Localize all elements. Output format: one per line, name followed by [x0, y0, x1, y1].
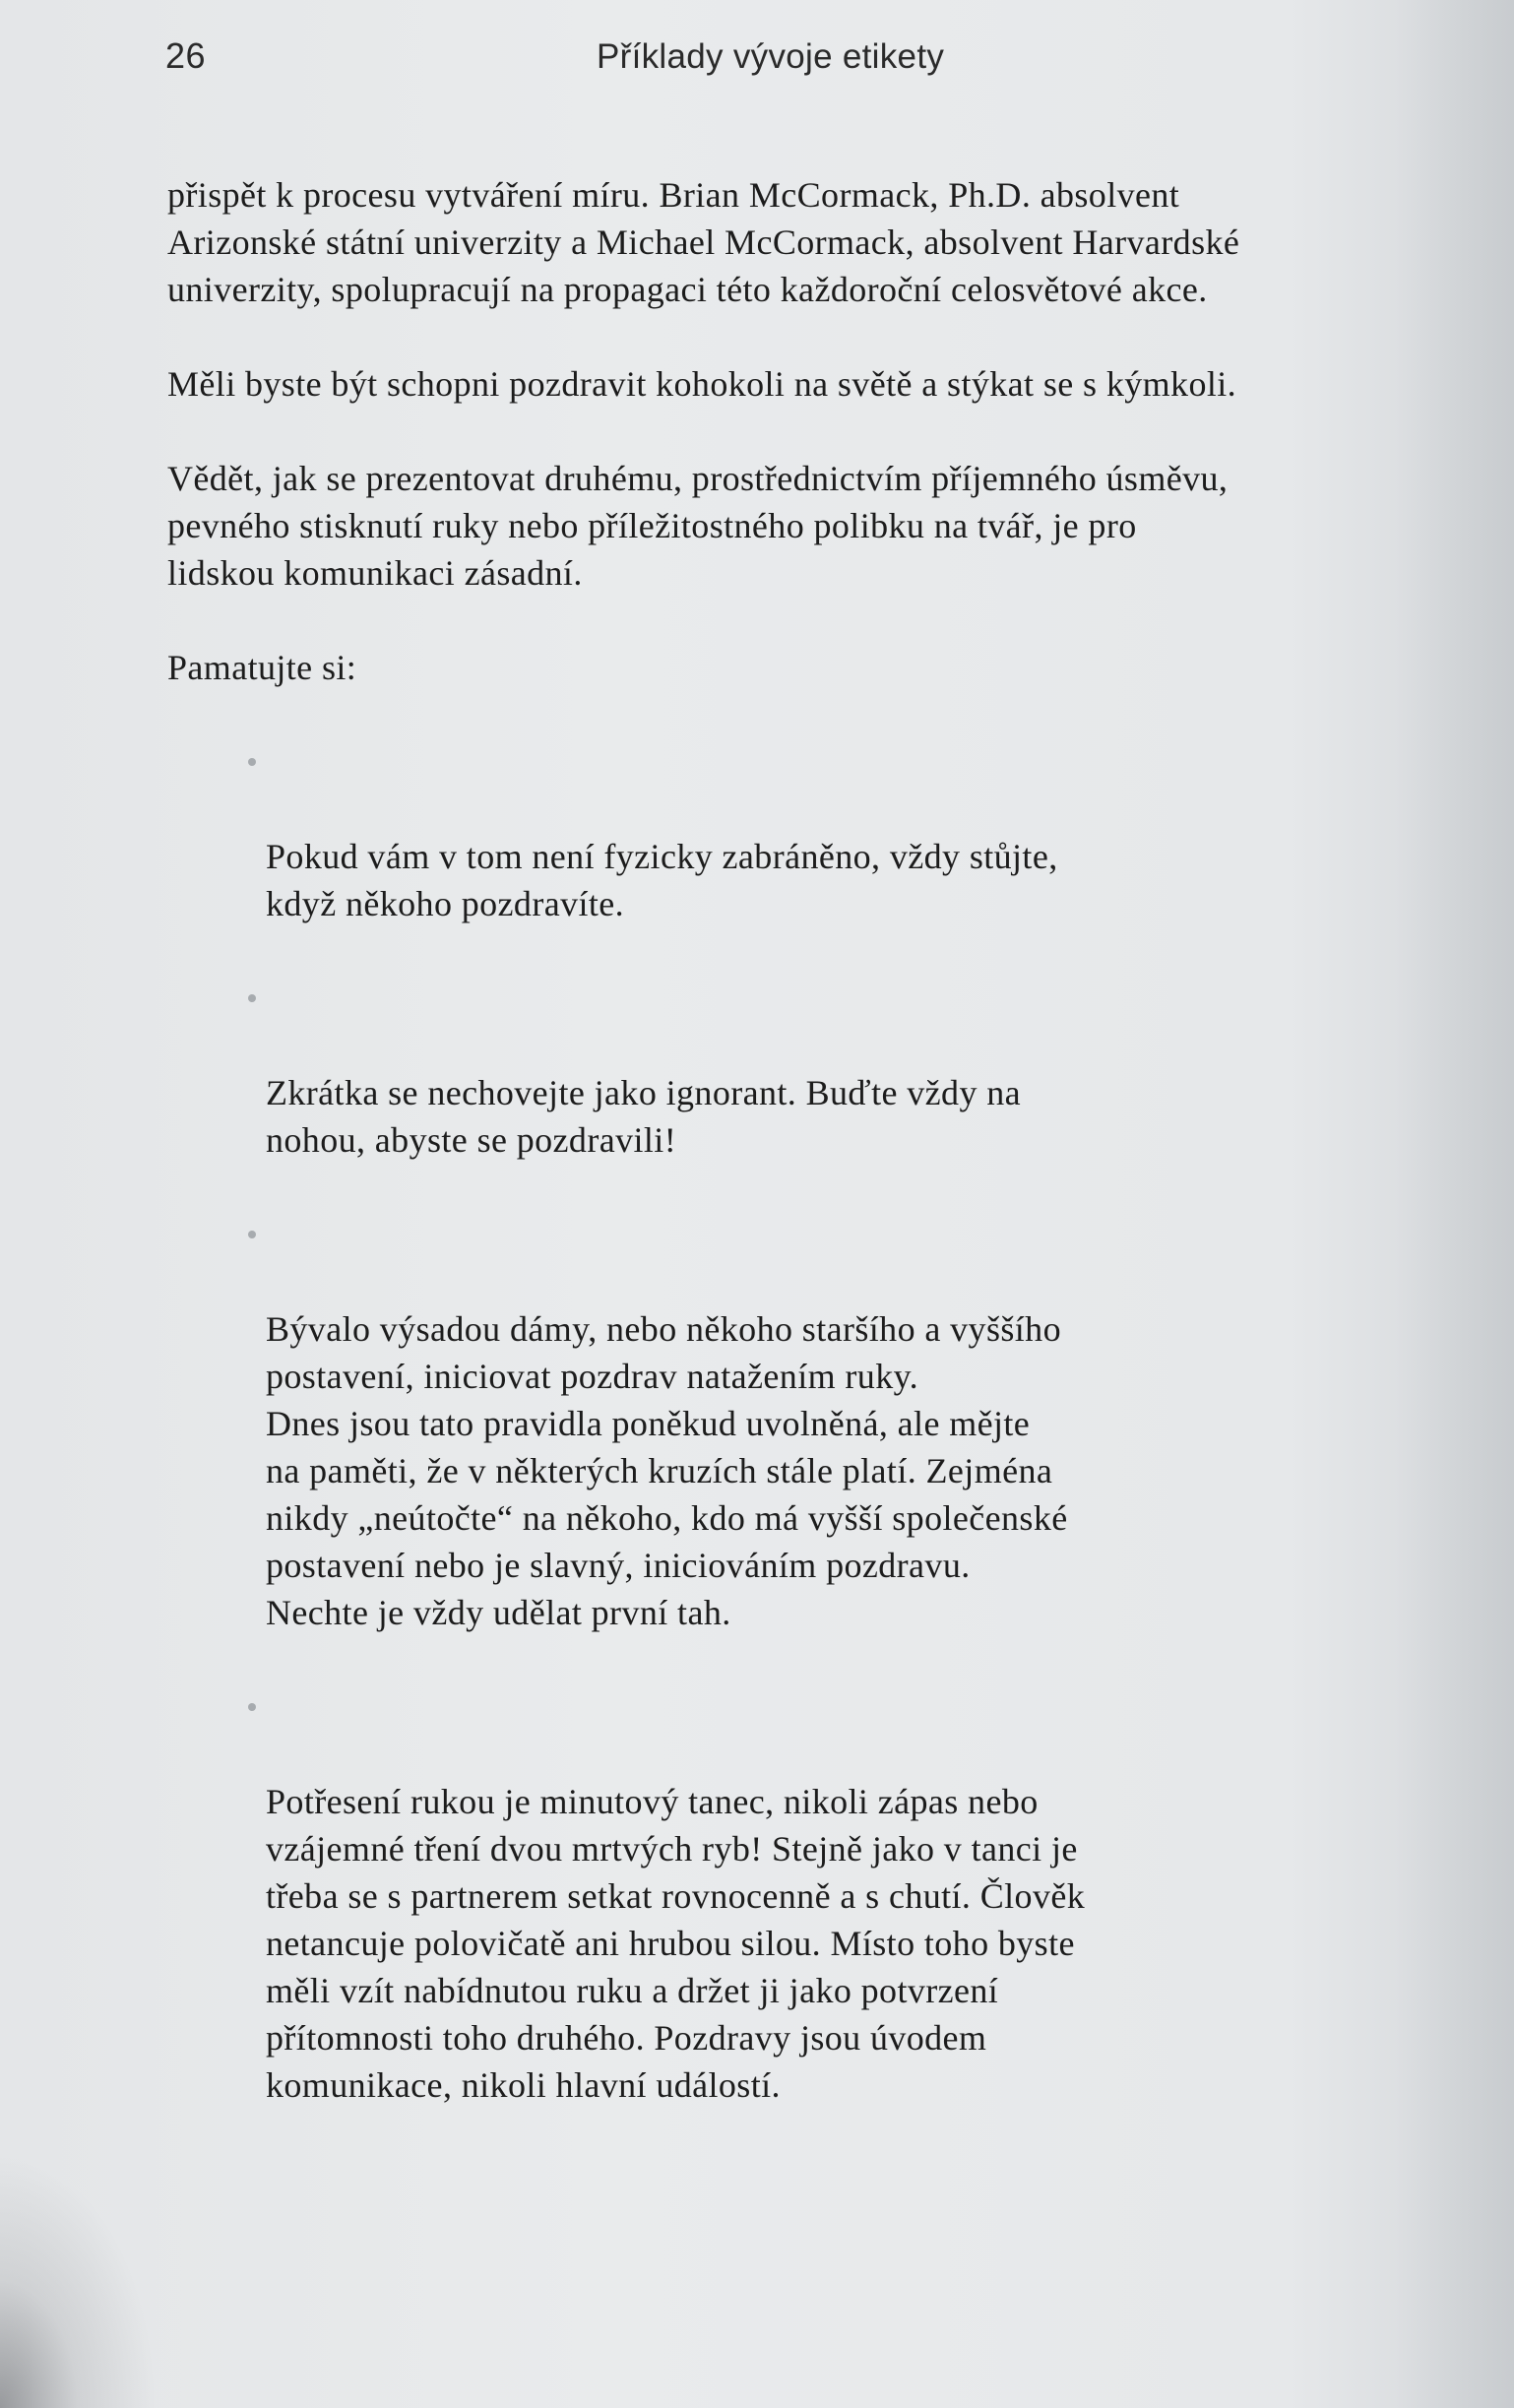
paragraph-greet-anyone: Měli byste být schopni pozdravit kohokoli na světě a stýkat se s kýmkoli. — [167, 364, 1237, 404]
bullet-item-stand — [266, 738, 1418, 927]
bullet-list — [167, 738, 1418, 2109]
paragraph-intro: přispět k procesu vytváření míru. Brian McCormack, Ph.D. absolvent Arizonské státní univerzity a Michael McCormack, absolvent Harvardské univerzity, spolupracují na propagaci této každoroční celosvětové akce. — [167, 175, 1240, 309]
bullet-dot-icon — [248, 758, 256, 766]
bullet-text: Pokud vám v tom není fyzicky zabráněno, vždy stůjte, když někoho pozdravíte. — [266, 837, 1058, 923]
bullet-text: Zkrátka se nechovejte jako ignorant. Buďte vždy na nohou, abyste se pozdravili! — [266, 1073, 1022, 1160]
bullet-text: Potřesení rukou je minutový tanec, nikoli zápas nebo vzájemné tření dvou mrtvých ryb! Stejně jako v tanci je třeba se s partnerem setkat rovnocenně a s chutí. Člověk netancuje polovičatě ani hrubou silou. Místo toho byste měli vzít nabídnutou ruku a držet ji jako potvrzení přítomnosti toho druhého. Pozdravy jsou úvodem komunikace, nikoli hlavní událostí. — [266, 1782, 1086, 2105]
running-title: Příklady vývoje etikety — [597, 37, 945, 76]
bullet-dot-icon — [248, 994, 256, 1002]
paragraph-remember: Pamatujte si: — [167, 648, 357, 687]
bullet-dot-icon — [248, 1231, 256, 1238]
bullet-item-privilege — [266, 1211, 1418, 1636]
bullet-text: Bývalo výsadou dámy, nebo někoho staršího a vyššího postavení, iniciovat pozdrav natažením ruky. Dnes jsou tato pravidla poněkud uvolněná, ale mějte na paměti, že v některých kruzích stále platí. Zejména nikdy „neútočte“ na někoho, kdo má vyšší společenské postavení nebo je slavný, iniciováním pozdravu. Nechte je vždy udělat první tah. — [266, 1309, 1068, 1632]
page-number: 26 — [165, 35, 207, 76]
page-body — [167, 171, 1418, 2156]
corner-shadow — [0, 2152, 158, 2408]
bullet-item-handshake — [266, 1683, 1418, 2109]
paragraph-presentation: Vědět, jak se prezentovat druhému, prostřednictvím příjemného úsměvu, pevného stisknutí ruky nebo příležitostného polibku na tvář, je pro lidskou komunikaci zásadní. — [167, 459, 1229, 593]
bullet-item-ignorant — [266, 975, 1418, 1164]
bullet-dot-icon — [248, 1703, 256, 1711]
